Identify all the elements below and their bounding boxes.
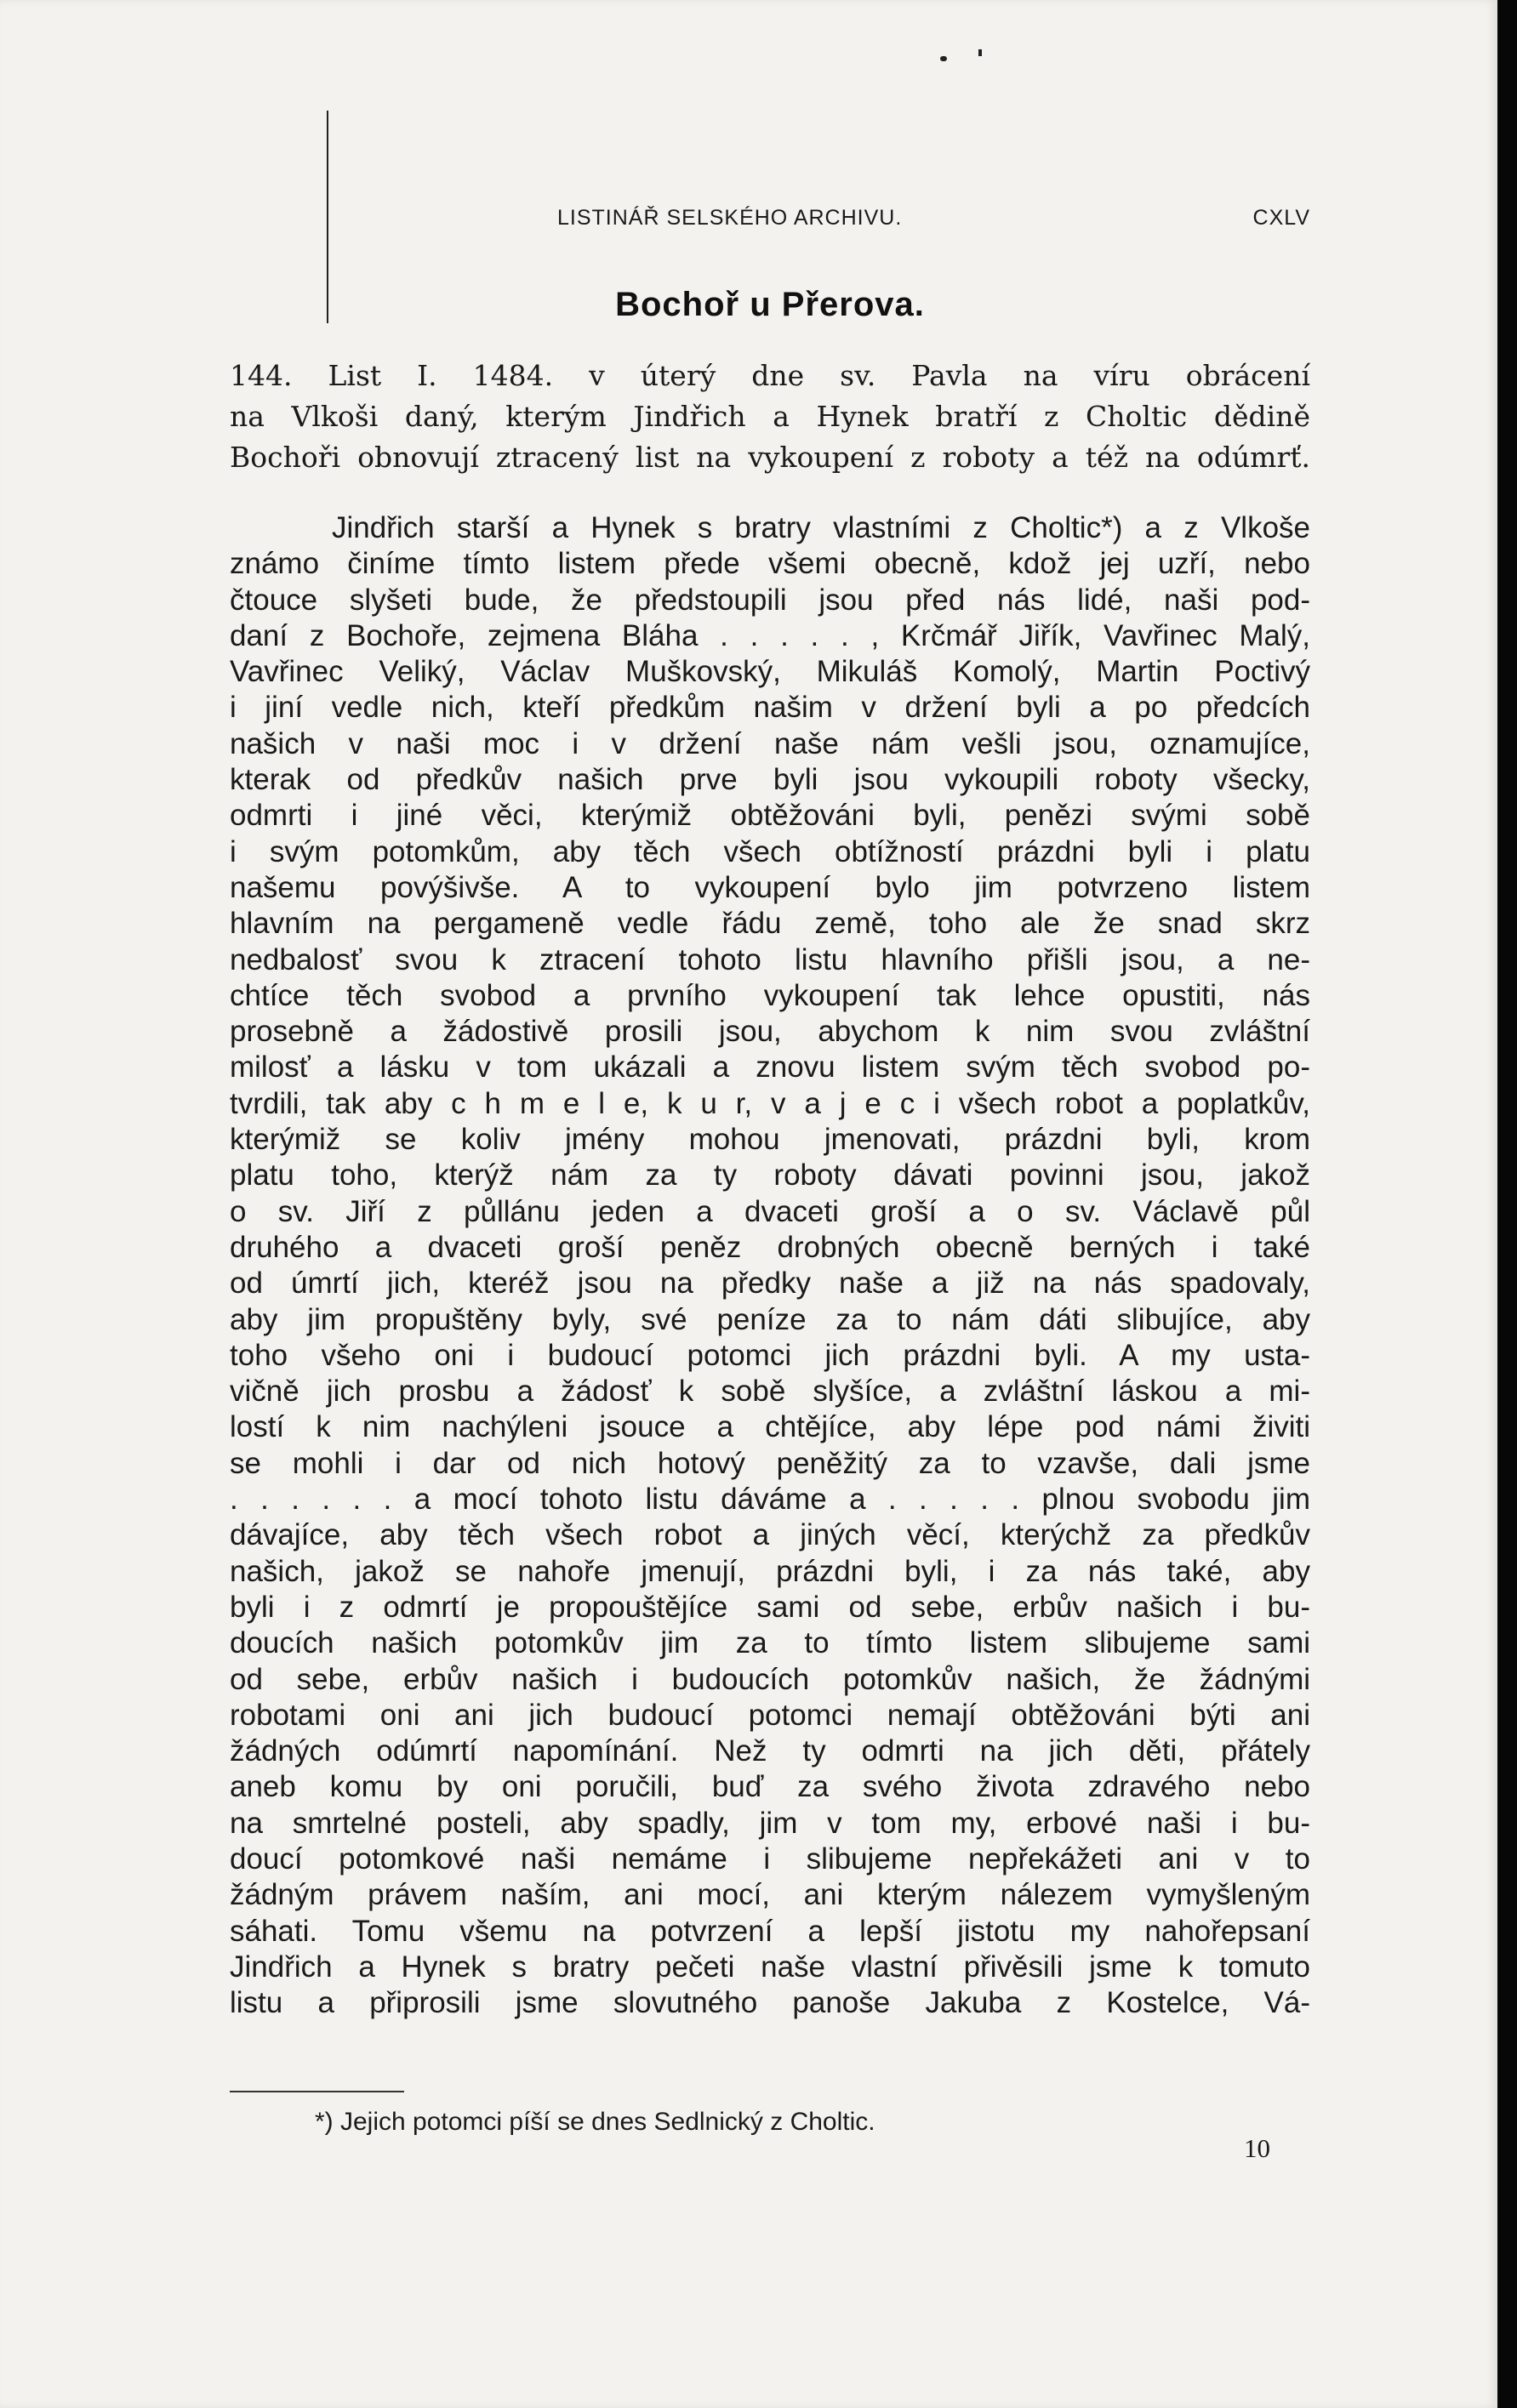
body-line: Jindřich starší a Hynek s bratry vlastními z Choltic*) a z Vlkoše	[332, 511, 1310, 544]
scan-mark-top-dot	[940, 56, 947, 61]
body-line: toho všeho oni i budoucí potomci jich prázdni byli. A my usta-	[230, 1338, 1310, 1372]
body-text	[230, 510, 1310, 2021]
body-line: i jiní vedle nich, kteří předkům našim v držení byli a po předcích	[230, 691, 1310, 725]
body-line: i svým potomkům, aby těch všech obtížností prázdni byli i platu	[230, 834, 1310, 868]
body-line: robotami oni ani jich budoucí potomci nemají obtěžováni býti ani	[230, 1698, 1310, 1732]
section-title: Bochoř u Přerova.	[615, 286, 925, 323]
body-line: tvrdili, tak aby c h m e l e, k u r, v a j e c i všech robot a poplatkův,	[230, 1086, 1310, 1120]
body-line: doucích našich potomkův jim za to tímto listem slibujeme sami	[230, 1626, 1310, 1660]
body-line: aby jim propuštěny byly, své peníze za to nám dáti slibujíce, aby	[230, 1302, 1310, 1336]
body-line: lostí k nim nachýleni jsouce a chtějíce, aby lépe pod námi živiti	[230, 1410, 1310, 1444]
body-line: chtíce těch svobod a prvního vykoupení tak lehce opustiti, nás	[230, 978, 1310, 1012]
body-line: . . . . . . a mocí tohoto listu dáváme a . . . . . plnou svobodu jim	[230, 1483, 1310, 1517]
body-line: platu toho, kterýž nám za ty roboty dávati povinni jsou, jakož	[230, 1158, 1310, 1193]
page-number: CXLV	[1252, 206, 1310, 230]
body-line: sáhati. Tomu všemu na potvrzení a lepší jistotu my nahořepsaní	[230, 1914, 1310, 1948]
body-line: na smrtelné posteli, aby spadly, jim v tom my, erbové naši i bu-	[230, 1806, 1310, 1840]
body-line: se mohli i dar od nich hotový peněžitý za to vzavše, dali jsme	[230, 1446, 1310, 1480]
entry-line: 144. List I. 1484. v úterý dne sv. Pavla na víru obrácení	[230, 359, 1310, 392]
signature-mark: 10	[1244, 2133, 1270, 2163]
body-line: daní z Bochoře, zejmena Bláha . . . . . , Krčmář Jiřík, Vavřinec Malý,	[230, 618, 1310, 652]
body-line: prosebně a žádostivě prosili jsou, abychom k nim svou zvláštní	[230, 1015, 1310, 1049]
body-line: o sv. Jiří z půllánu jeden a dvaceti groší a o sv. Václavě půl	[230, 1194, 1310, 1228]
body-line: našemu povýšivše. A to vykoupení bylo jim potvrzeno listem	[230, 870, 1310, 904]
document-entry-heading	[230, 356, 1310, 478]
body-line: druhého a dvaceti groší peněz drobných obecně berných i také	[230, 1230, 1310, 1264]
body-line: kterýmiž se koliv jmény mohou jmenovati, prázdni byli, krom	[230, 1123, 1310, 1157]
scan-mark-top-dash	[978, 49, 982, 56]
body-line: kterak od předkův našich prve byli jsou vykoupili roboty všecky,	[230, 763, 1310, 797]
body-line: našich, jakož se nahoře jmenují, prázdni byli, i za nás také, aby	[230, 1554, 1310, 1588]
body-line: aneb komu by oni poručili, buď za svého života zdravého nebo	[230, 1770, 1310, 1804]
footnote-divider	[230, 2091, 404, 2092]
body-line: čtouce slyšeti bude, že předstoupili jsou před nás lidé, naši pod-	[230, 583, 1310, 617]
entry-line: na Vlkoši daný, kterým Jindřich a Hynek bratří z Choltic dědině	[230, 400, 1310, 433]
body-line: známo činíme tímto listem přede všemi obecně, kdož jej uzří, nebo	[230, 547, 1310, 581]
body-line: odmrti i jiné věci, kterýmiž obtěžováni byli, penězi svými sobě	[230, 799, 1310, 833]
body-line: žádných odúmrtí napomínání. Než ty odmrti na jich děti, přátely	[230, 1734, 1310, 1768]
body-line: Vavřinec Veliký, Václav Muškovský, Mikuláš Komolý, Martin Poctivý	[230, 655, 1310, 689]
running-title: LISTINÁŘ SELSKÉHO ARCHIVU.	[557, 206, 903, 230]
body-line: od sebe, erbův našich i budoucích potomkův našich, že žádnými	[230, 1662, 1310, 1696]
body-line: nedbalosť svou k ztracení tohoto listu hlavního přišli jsou, a ne-	[230, 942, 1310, 976]
body-line: listu a připrosili jsme slovutného panoše Jakuba z Kostelce, Vá-	[230, 1986, 1310, 2020]
body-line: byli i z odmrtí je propouštějíce sami od sebe, erbův našich i bu-	[230, 1590, 1310, 1624]
body-line: našich v naši moc i v držení naše nám vešli jsou, oznamujíce,	[230, 726, 1310, 760]
body-line: milosť a lásku v tom ukázali a znovu listem svým těch svobod po-	[230, 1050, 1310, 1084]
body-line: žádným právem naším, ani mocí, ani kterým nálezem vymyšleným	[230, 1878, 1310, 1912]
body-line: hlavním na pergameně vedle řádu země, toho ale že snad skrz	[230, 907, 1310, 941]
body-line: doucí potomkové naši nemáme i slibujeme nepřekážeti ani v to	[230, 1842, 1310, 1876]
scan-edge	[1497, 0, 1517, 2408]
body-line: vičně jich prosbu a žádosť k sobě slyšíce, a zvláštní láskou a mi-	[230, 1375, 1310, 1409]
entry-line: Bochoři obnovují ztracený list na vykoupení z roboty a též na odúmrť.	[230, 441, 1310, 474]
body-line: dávajíce, aby těch všech robot a jiných věcí, kterýchž za předkův	[230, 1518, 1310, 1552]
footnote: *) Jejich potomci píší se dnes Sedlnický z Choltic.	[315, 2108, 875, 2136]
body-line: od úmrtí jich, kteréž jsou na předky naše a již na nás spadovaly,	[230, 1267, 1310, 1301]
body-line: Jindřich a Hynek s bratry pečeti naše vlastní přivěsili jsme k tomuto	[230, 1950, 1310, 1984]
page-header	[230, 206, 1310, 240]
